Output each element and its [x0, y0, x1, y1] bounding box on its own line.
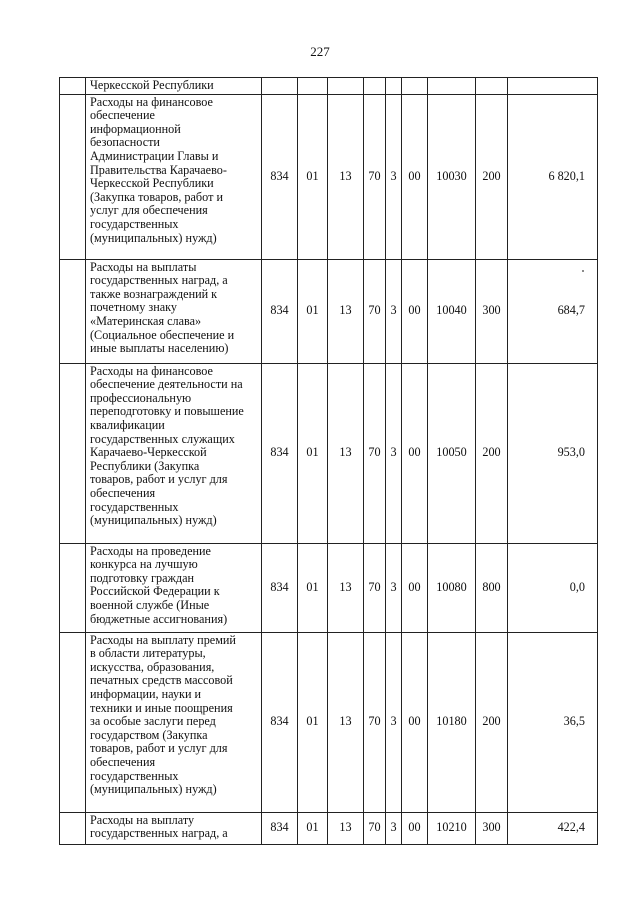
expense-name-cell: Расходы на выплату премий в области литературы, искусства, образования, печатных средств массовой информации, науки и техники и иные поощрения за особые заслуги перед государством (Закупка товаров, работ и услуг для обеспечения государственных (муниципальных) нужд)	[86, 632, 262, 812]
subprogram-code-cell	[386, 78, 402, 95]
section-code-cell: 01	[298, 543, 328, 632]
subprogram-code-cell: 3	[386, 812, 402, 844]
row-index-cell	[60, 812, 86, 844]
table-row	[60, 94, 598, 259]
subprogram-code-cell: 3	[386, 543, 402, 632]
expense-name-cell: Расходы на финансовое обеспечение информационной безопасности Администрации Главы и Правительства Карачаево- Черкесской Республики (Закупка товаров, работ и услуг для обеспечения государственных (муниципальных) нужд)	[86, 94, 262, 259]
expense-name-cell: Расходы на проведение конкурса на лучшую подготовку граждан Российской Федерации к военной службе (Иные бюджетные ассигнования)	[86, 543, 262, 632]
subprogram-code-cell: 3	[386, 94, 402, 259]
subsection-code-cell: 13	[328, 812, 364, 844]
program-code-cell: 70	[364, 259, 386, 363]
row-index-cell	[60, 363, 86, 543]
expense-name-cell: Черкесской Республики	[86, 78, 262, 95]
amount-cell	[508, 78, 598, 95]
activity-code-cell: 00	[402, 259, 428, 363]
section-code-cell: 01	[298, 363, 328, 543]
direction-code-cell: 10050	[428, 363, 476, 543]
table-row	[60, 363, 598, 543]
amount-cell: 953,0	[508, 363, 598, 543]
amount-cell: 0,0	[508, 543, 598, 632]
table-row	[60, 259, 598, 363]
budget-table	[59, 77, 598, 845]
direction-code-cell: 10080	[428, 543, 476, 632]
table-row	[60, 812, 598, 844]
row-index-cell	[60, 78, 86, 95]
subsection-code-cell: 13	[328, 94, 364, 259]
program-code-cell: 70	[364, 632, 386, 812]
program-code-cell: 70	[364, 543, 386, 632]
expense-type-cell: 300	[476, 812, 508, 844]
row-index-cell	[60, 543, 86, 632]
direction-code-cell: 10210	[428, 812, 476, 844]
subsection-code-cell	[328, 78, 364, 95]
ministry-code-cell: 834	[262, 94, 298, 259]
expense-name-cell: Расходы на выплату государственных наград, а	[86, 812, 262, 844]
amount-cell: 422,4	[508, 812, 598, 844]
activity-code-cell: 00	[402, 94, 428, 259]
section-code-cell: 01	[298, 94, 328, 259]
program-code-cell: 70	[364, 94, 386, 259]
activity-code-cell: 00	[402, 543, 428, 632]
table-row	[60, 543, 598, 632]
row-index-cell	[60, 632, 86, 812]
direction-code-cell: 10180	[428, 632, 476, 812]
activity-code-cell: 00	[402, 632, 428, 812]
row-index-cell	[60, 94, 86, 259]
row-index-cell	[60, 259, 86, 363]
section-code-cell: 01	[298, 812, 328, 844]
amount-cell: 6 820,1	[508, 94, 598, 259]
expense-type-cell: 800	[476, 543, 508, 632]
ministry-code-cell: 834	[262, 259, 298, 363]
program-code-cell: 70	[364, 363, 386, 543]
section-code-cell: 01	[298, 632, 328, 812]
activity-code-cell: 00	[402, 812, 428, 844]
expense-type-cell	[476, 78, 508, 95]
ministry-code-cell: 834	[262, 632, 298, 812]
ministry-code-cell: 834	[262, 543, 298, 632]
direction-code-cell	[428, 78, 476, 95]
program-code-cell	[364, 78, 386, 95]
activity-code-cell	[402, 78, 428, 95]
subprogram-code-cell: 3	[386, 632, 402, 812]
subsection-code-cell: 13	[328, 363, 364, 543]
expense-type-cell: 200	[476, 94, 508, 259]
expense-type-cell: 200	[476, 363, 508, 543]
subsection-code-cell: 13	[328, 543, 364, 632]
table-row	[60, 632, 598, 812]
expense-name-cell: Расходы на выплаты государственных наград, а также вознаграждений к почетному знаку «Материнская слава» (Социальное обеспечение и иные выплаты населению)	[86, 259, 262, 363]
ministry-code-cell: 834	[262, 812, 298, 844]
subprogram-code-cell: 3	[386, 363, 402, 543]
page-number: 227	[310, 44, 330, 59]
scan-speck	[582, 270, 584, 272]
amount-cell: 36,5	[508, 632, 598, 812]
activity-code-cell: 00	[402, 363, 428, 543]
direction-code-cell: 10040	[428, 259, 476, 363]
section-code-cell: 01	[298, 259, 328, 363]
section-code-cell	[298, 78, 328, 95]
expense-type-cell: 200	[476, 632, 508, 812]
ministry-code-cell	[262, 78, 298, 95]
direction-code-cell: 10030	[428, 94, 476, 259]
subsection-code-cell: 13	[328, 632, 364, 812]
table-row	[60, 78, 598, 95]
expense-name-cell: Расходы на финансовое обеспечение деятельности на профессиональную переподготовку и повышение квалификации государственных служащих Карачаево-Черкесской Республики (Закупка товаров, работ и услуг для обеспечения государственных (муниципальных) нужд)	[86, 363, 262, 543]
ministry-code-cell: 834	[262, 363, 298, 543]
program-code-cell: 70	[364, 812, 386, 844]
amount-cell: 684,7	[508, 259, 598, 363]
expense-type-cell: 300	[476, 259, 508, 363]
subsection-code-cell: 13	[328, 259, 364, 363]
subprogram-code-cell: 3	[386, 259, 402, 363]
